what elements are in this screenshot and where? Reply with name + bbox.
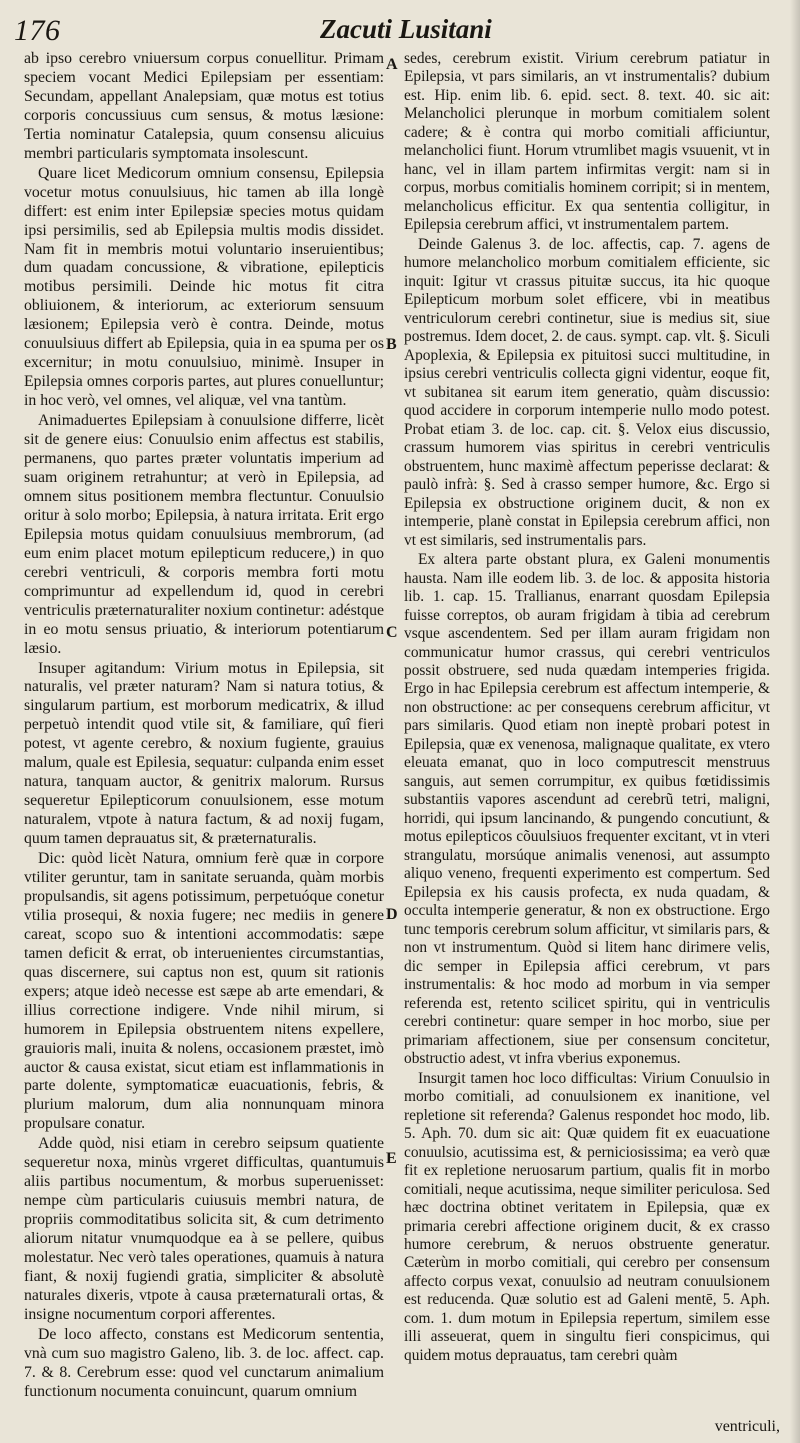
margin-marker-e: E [386,1150,397,1167]
margin-marker-a: A [386,56,398,73]
margin-marker-d: D [386,906,398,923]
catchword: ventriculi, [714,1418,780,1435]
paragraph: Insuper agitandum: Virium motus in Epilepsia, sit naturalis, vel præter naturam? Nam si natura totius, & singularum partium, est morborum medicatrix, & illud perpetuò intendit quod vtile sit, & familiare, quî fieri potest, vt agente cerebro, & noxium fugiente, grauius malum, quale est Epilesia, sequatur: culpanda enim esset natura, tanquam auctor, & genitrix malorum. Rursus sequeretur Epilepticorum conuulsionem, esse motum naturalem, vtpote à natura factum, & ad noxij fugam, quum tamen deprauatus sit, & præternaturalis. [24,659,384,848]
page-edge-shadow [790,0,800,1443]
page-number: 176 [14,14,61,47]
paragraph: Adde quòd, nisi etiam in cerebro seipsum quatiente sequeretur noxa, minùs vrgeret difficultas, quantumuis aliis partibus nocumentum, & morbus superuenisset: nempe cùm particularis cuiusuis membri natura, de propriis commoditatibus solicita sit, & cum detrimento aliorum nitatur vnumquodque ea à se pellere, quibus molestatur. Nec verò tales operationes, quamuis à natura fiant, & noxij fugiendi gratia, simpliciter & absolutè naturales dixeris, vtpote à causa præternaturali ortas, & insigne nocumentum corpori afferentes. [24,1135,384,1323]
paragraph: sedes, cerebrum existit. Virium cerebrum patiatur in Epilepsia, vt pars similaris, an vt instrumentalis? dubium est. Hip. enim lib. 6. epid. sect. 8. text. 40. sic ait: Melancholici plerunque in morbum comitialem solent cadere; & è contra qui morbo comitiali afficiuntur, melancholici fiunt. Horum vtrumlibet magis vsuuenit, vt in hanc, vel in illam partem infirmitas vergit: nam si in corpus, morbus comitialis hominem corripit; si in mentem, melancholicus efficitur. Ex qua sententia colligitur, in Epilepsia cerebrum affici, vt instrumentalem partem. [404,50,770,234]
running-head: Zacuti Lusitani [320,14,492,44]
right-column [404,50,770,1366]
margin-marker-c: C [386,624,398,641]
paragraph: Insurgit tamen hoc loco difficultas: Virium Conuulsio in morbo comitiali, ad conuulsionem ex inanitione, vel repletione sit referenda? Galenus respondet hoc modo, lib. 5. Aph. 70. dum sic ait: Quæ quidem fit ex euacuatione conuulsio, acutissima est, & perniciosissima; ea verò quæ fit ex repletione neruosarum partium, qualis fit in morbo comitiali, neque acutissima, neque similiter periculosa. Sed hæc doctrina obtinet veritatem in Epilepsia, quæ ex primaria cerebri affectione originem ducit, & ex crasso humore cerebrum, & neruos obstruente generatur. Cæterùm in morbo comitiali, qui cerebro per consensum affecto corpus vexat, conuulsio ad neutram conuulsionem est reducenda. Quæ solutio est ad Galeni mentē, 5. Aph. com. 1. dum motum in Epilepsia repertum, similem esse illi asseuerat, quem in singultu fieri conspicimus, qui quidem motus deprauatus, tam cerebri quàm [404,1069,770,1364]
paragraph: Dic: quòd licèt Natura, omnium ferè quæ in corpore vtiliter geruntur, tam in sanitate seruanda, quàm morbis propulsandis, sit agens potissimum, perpetuóque conetur vtilia prosequi, & noxia fugere; nec mediis in genere careat, scopo suo & intentioni accommodatis: sæpe tamen deficit & errat, ob interuenientes circumstantias, quas discernere, sui captus non est, quum sit rationis expers; atque ideò necesse est sæpe ab arte emendari, & illius correctione indigere. Vnde nihil mirum, si humorem in Epilepsia obstruentem nitens expellere, grauioris mali, inuita & nolens, occasionem præstet, imò auctor & causa existat, sicut etiam est inflammationis in parte dolente, symptomaticæ euacuationis, febris, & plurium malorum, dum alia nonnunquam minora propulsare conatur. [24,850,384,1133]
left-column [24,50,384,1403]
margin-marker-b: B [386,336,397,353]
paragraph: Quare licet Medicorum omnium consensu, Epilepsia vocetur motus conuulsiuus, hic tamen ab illa longè differt: est enim inter Epilepsiæ species motus quidam ipsi persimilis, sed ab Epilepsia multis modis dissidet. Nam fit in membris motui voluntario inseruientibus; dum quadam concussione, & vibratione, epilepticis motibus persimili. Deinde hic motus fit citra obliuionem, & interiorum, ac exteriorum sensuum læsionem; Epilepsia verò è contra. Deinde, motus conuulsiuus differt ab Epilepsia, quia in ea spuma per os excernitur; in motu conuulsiuo, minimè. Insuper in Epilepsia omnes corporis partes, aut plures conuelluntur; in hoc verò, vel omnes, vel aliquæ, vel vna tantùm. [24,164,384,410]
paragraph: Deinde Galenus 3. de loc. affectis, cap. 7. agens de humore melancholico morbum comitialem efficiente, sic inquit: Igitur vt crassus pituitæ succus, ita hic quoque Epilepticum morbum solet efficere, vbi in meatibus ventriculorum cerebri continetur, siue is medius sit, siue postremus. Idem docet, 2. de caus. sympt. cap. vlt. §. Siculi Apoplexia, & Epilepsia ex pituitosi succi multitudine, in ipsius cerebri ventriculis collecta gigni videntur, eoque fit, vt subitanea sit earum item generatio, quàm discussio: quod accidere in corporum intemperie nullo modo potest. Probat etiam 3. de loc. cap. cit. §. Velox eius discussio, crassum humorem vias spiritus in cerebri ventriculis obstruentem, hunc maximè affectum peperisse declarat: & paulò infrà: §. Sed à crasso semper humore, &c. Ergo si Epilepsia ex obstructione originem ducit, & non ex intemperie, planè constat in Epilepsia cerebrum affici, non vt est similaris, sed instrumentalis pars. [404,235,770,549]
paragraph: De loco affecto, constans est Medicorum sententia, vnà cum suo magistro Galeno, lib. 3. de loc. affect. cap. 7. & 8. Cerebrum esse: quod vel cunctarum animalium functionum nocumenta conuincunt, quarum omnium [24,1325,384,1400]
paragraph: Ex altera parte obstant plura, ex Galeni monumentis hausta. Nam ille eodem lib. 3. de loc. & apposita historia lib. 1. cap. 15. Trallianus, enarrant quosdam Epilepsia fuisse correptos, ob auram frigidam à tibia ad cerebrum vsque ascendentem. Sed per illam auram frigidam non communicatur humor crassus, qui cerebri ventriculos possit obstruere, sed nuda quædam intemperies frigida. Ergo in hac Epilepsia cerebrum est affectum intemperie, & non obstructione: ac per consequens cerebrum afficitur, vt pars similaris. Quod etiam non ineptè probari potest in Epilepsia, quæ ex venenosa, malignaque qualitate, ex vtero eleuata emanat, quo in loco computrescit menstruus sanguis, aut semen corrumpitur, ex quibus fœtidissimis substantiis vapores ascendunt ad cerebrũ tetri, maligni, horridi, qui ipsum lancinando, & pungendo concutiunt, & motus epilepticos cõuulsiuos frequenter excitant, vt in vteri strangulatu, morsúque animalis venenosi, aut assumpto aliquo veneno, frequenti experimento est compertum. Sed Epilepsia ex his causis profecta, ex nuda quadam, & occulta intemperie generatur, & non ex obstructione. Ergo tunc temporis cerebrum solum afficitur, vt similaris pars, & non vt instrumentum. Quòd si litem hanc dirimere velis, dic semper in Epilepsia affici cerebrum, vt pars instrumentalis: & hoc modo ad morbum in via semper referenda est, retento scilicet spiritu, qui in ventriculis cerebri continetur: quare semper in hoc morbo, siue per primariam affectionem, siue per consensum concitetur, obstructio adest, vt infra vberius exponemus. [404,551,770,1068]
paragraph: Animaduertes Epilepsiam à conuulsione differre, licèt sit de genere eius: Conuulsio enim affectus est stabilis, permanens, quo partes præter voluntatis imperium ad suam originem retrahuntur; at verò in Epilepsia, ad omnem situs positionem membra flectuntur. Conuulsio oritur à solo morbo; Epilepsia, à natura irritata. Erit ergo Epilepsia motus quidam conuulsiuus membrorum, (ad eum enim placet motum epilepticum reducere,) in quo cerebri ventriculi, & corporis membra forti motu comprimuntur ad expellendum id, quod in cerebri ventriculis præternaturaliter noxium continetur: adéstque in eo motu sensus priuatio, & interiorum potentiarum læsio. [24,412,384,657]
paragraph: ab ipso cerebro vniuersum corpus conuellitur. Primam speciem vocant Medici Epilepsiam per essentiam: Secundam, appellant Analepsiam, quæ motus est totius corporis concussiuus cum sensus, & motus læsione: Tertia nominatur Catalepsia, quum consensu alicuius membri particularis symptomata insolescunt. [24,50,384,162]
